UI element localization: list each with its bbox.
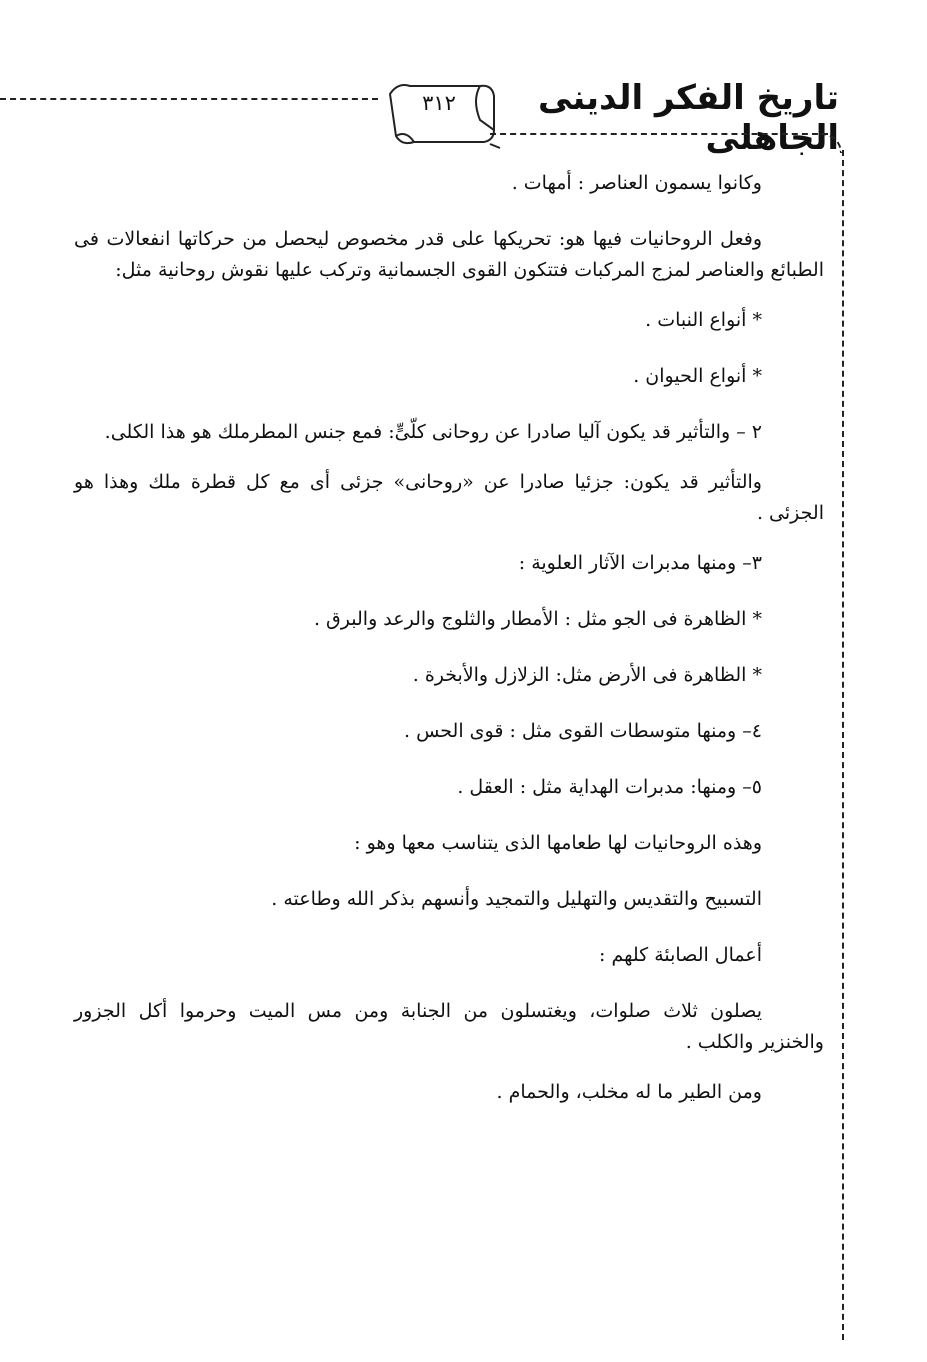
- paragraph: التسبيح والتقديس والتهليل والتمجيد وأنسهم بذكر الله وطاعته .: [271, 888, 762, 910]
- frame-top-rule: [490, 133, 828, 135]
- paragraph: وكانوا يسمون العناصر : أمهات .: [511, 172, 762, 194]
- subheading: أعمال الصابئة كلهم :: [599, 944, 762, 966]
- page-number: ٣١٢: [422, 91, 456, 115]
- paragraph: وفعل الروحانيات فيها هو: تحريكها على قدر مخصوص ليحصل من حركاتها انفعالات فى الطبائع والعناصر لمزج المركبات فتتكون القوى الجسمانية وتركب عليها نقوش روحانية مثل:: [74, 228, 824, 281]
- bullet-item: * الظاهرة فى الأرض مثل: الزلازل والأبخرة .: [412, 664, 762, 686]
- paragraph: ٢ – والتأثير قد يكون آليا صادرا عن روحانى كلّىٍّ: فمع جنس المطرملك هو هذا الكلى.: [104, 421, 762, 443]
- bullet-item: * أنواع النبات .: [645, 309, 762, 331]
- paragraph: وهذه الروحانيات لها طعامها الذى يتناسب معها وهو :: [354, 832, 762, 854]
- paragraph: ومن الطير ما له مخلب، والحمام .: [496, 1081, 762, 1103]
- frame-right-rule: [842, 150, 844, 1340]
- numbered-item: ٤– ومنها متوسطات القوى مثل : قوى الحس .: [403, 720, 762, 742]
- numbered-item: ٥– ومنها: مدبرات الهداية مثل : العقل .: [457, 776, 762, 798]
- bullet-item: * أنواع الحيوان .: [633, 365, 762, 387]
- paragraph: والتأثير قد يكون: جزئيا صادرا عن «روحانى» جزئى أى مع كل قطرة ملك وهذا هو الجزئى .: [74, 471, 824, 524]
- numbered-item: ٣– ومنها مدبرات الآثار العلوية :: [518, 552, 762, 574]
- running-title: تاريخ الفكر الدينى الجاهلى: [538, 78, 839, 158]
- body-text: [74, 168, 824, 1133]
- header-dashed-rule: [0, 98, 378, 100]
- paragraph: يصلون ثلاث صلوات، ويغتسلون من الجنابة ومن مس الميت وحرموا أكل الجزور والخنزير والكلب .: [74, 1000, 824, 1053]
- bullet-item: * الظاهرة فى الجو مثل : الأمطار والثلوج والرعد والبرق .: [313, 608, 762, 630]
